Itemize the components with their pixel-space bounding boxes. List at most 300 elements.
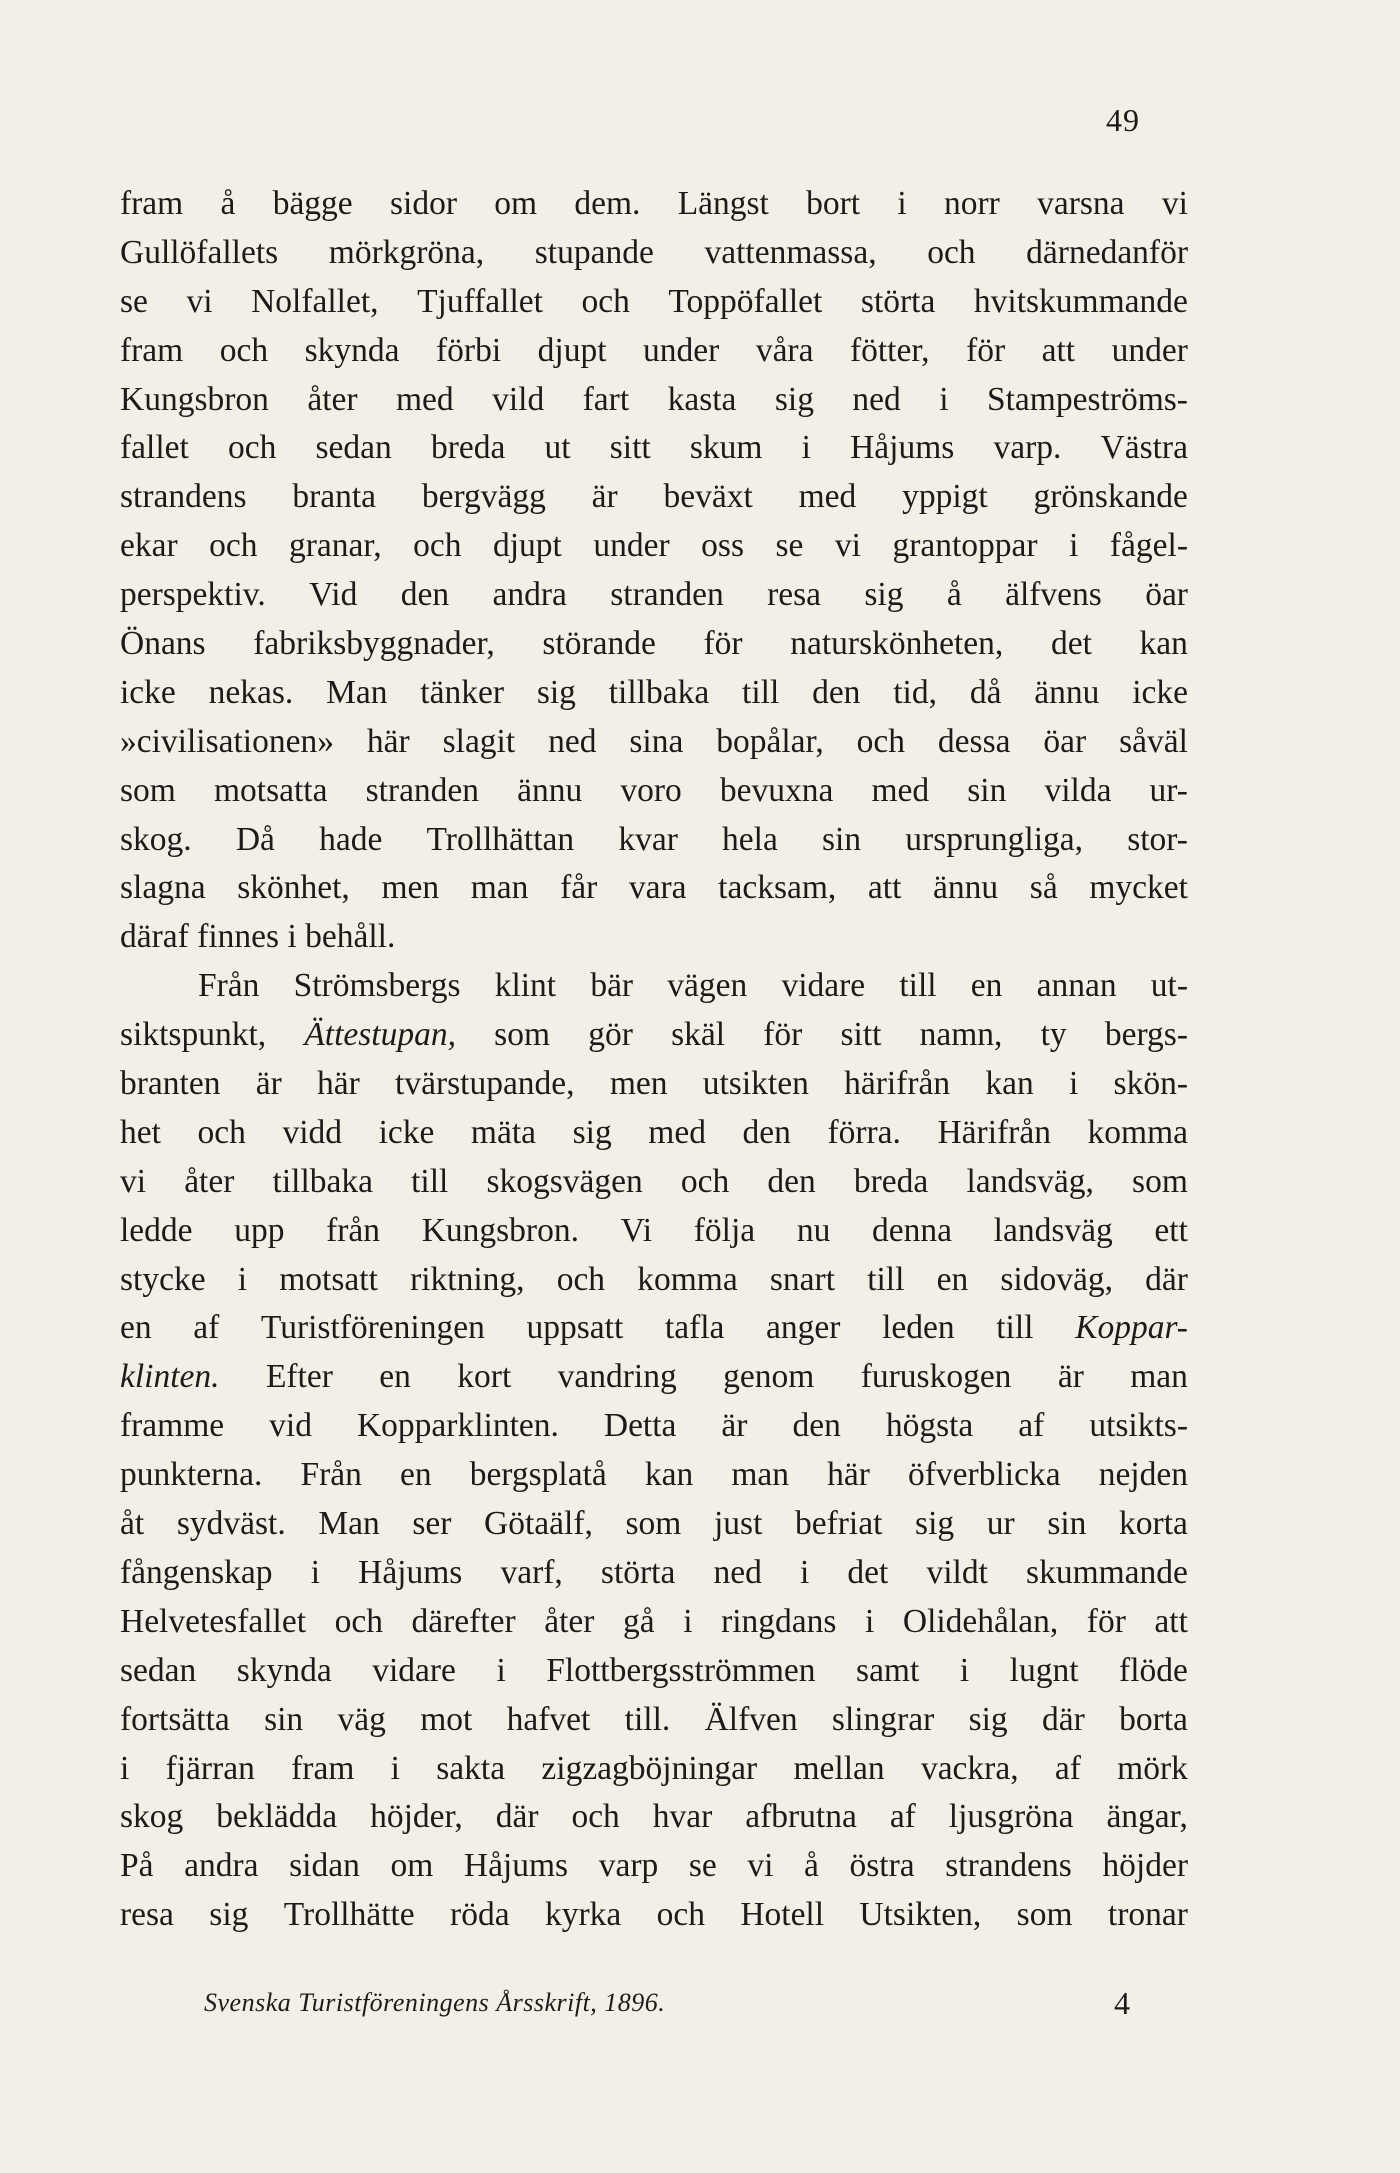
word: nejden: [1098, 1456, 1188, 1494]
word: ännu: [517, 771, 583, 809]
word: tillbaka: [272, 1162, 373, 1200]
word: het: [120, 1113, 161, 1151]
word: beklädda: [216, 1798, 338, 1836]
word: vi: [747, 1847, 774, 1885]
word: i: [959, 1651, 970, 1689]
word: till: [742, 673, 780, 711]
word: bär: [590, 967, 634, 1005]
text-line: [120, 522, 1188, 571]
word: sin: [264, 1700, 304, 1738]
word: Götaälf,: [484, 1505, 593, 1543]
body-text: [120, 180, 1188, 1940]
word: slingrar: [831, 1700, 935, 1738]
word: strandens: [945, 1847, 1072, 1885]
word: Älfven: [704, 1700, 798, 1738]
word: och: [581, 282, 630, 320]
word: andra: [184, 1847, 259, 1885]
word: punkterna.: [120, 1456, 263, 1494]
word: vild: [492, 380, 545, 418]
word: stupande: [534, 233, 654, 271]
word: komma: [1087, 1113, 1188, 1151]
word: Längst: [677, 185, 769, 222]
word: där: [1145, 1260, 1188, 1298]
word: som: [494, 1016, 551, 1054]
word: åter: [544, 1602, 595, 1640]
word: i: [310, 1553, 320, 1591]
word: hafvet: [506, 1700, 591, 1738]
word: afbrutna: [745, 1798, 857, 1836]
word: till: [867, 1260, 905, 1298]
word: ur: [986, 1505, 1015, 1543]
word: och: [209, 527, 258, 565]
word: naturskönheten,: [790, 625, 1004, 663]
text-line: [120, 376, 1188, 425]
word: ur-: [1149, 771, 1188, 809]
word: sina: [629, 722, 684, 760]
word: och: [856, 722, 906, 760]
word: och: [334, 1602, 383, 1640]
word: ljusgröna: [948, 1798, 1074, 1836]
text-line: [120, 1598, 1188, 1647]
word: öar: [1145, 576, 1188, 614]
word: i: [237, 1260, 248, 1298]
word: varp: [598, 1847, 659, 1885]
word: en: [379, 1358, 411, 1396]
word: i: [799, 1553, 810, 1591]
text-line: [120, 1793, 1188, 1842]
word: furuskogen: [860, 1358, 1012, 1396]
word: mörk: [1117, 1749, 1188, 1787]
word: skogsvägen: [486, 1162, 643, 1200]
word: icke: [378, 1113, 435, 1151]
word: Vi: [620, 1211, 653, 1249]
word: därnedanför: [1026, 233, 1188, 271]
text-line: [120, 1207, 1188, 1256]
word: ännu: [933, 869, 999, 907]
word: Kungsbron.: [421, 1211, 579, 1249]
word: under: [1111, 331, 1188, 369]
word: skog.: [120, 820, 192, 858]
word: mellan: [793, 1749, 885, 1787]
word: nu: [796, 1211, 831, 1249]
word: väg: [337, 1700, 386, 1738]
word: norr: [944, 185, 1000, 222]
word: stranden: [365, 771, 480, 809]
word: vackra,: [920, 1749, 1019, 1787]
word: mörkgröna,: [328, 233, 485, 271]
word: vidare: [372, 1651, 456, 1689]
word: så: [1029, 869, 1058, 907]
word: fram: [120, 331, 184, 369]
text-line: [120, 180, 1188, 229]
word: sin: [967, 771, 1007, 809]
word: Kopparklinten.: [356, 1407, 559, 1445]
word: under: [643, 331, 720, 369]
word: här: [366, 722, 410, 760]
word: sig: [572, 1113, 612, 1151]
word: landsväg,: [966, 1162, 1094, 1200]
word: därefter: [411, 1602, 516, 1640]
word: ledde: [120, 1211, 193, 1249]
word: Man: [318, 1505, 380, 1543]
word: i: [1069, 527, 1079, 565]
word: östra: [849, 1847, 915, 1885]
word: sig: [968, 1700, 1008, 1738]
word: djupt: [537, 331, 607, 369]
word: i: [496, 1651, 506, 1689]
word: fötter,: [849, 331, 930, 369]
text-line: [120, 767, 1188, 816]
word: störta: [860, 282, 936, 320]
word: lugnt: [1009, 1651, 1079, 1689]
word: zigzagböjningar: [541, 1749, 758, 1787]
word: öfverblicka: [908, 1456, 1061, 1494]
word: ängar,: [1106, 1798, 1188, 1836]
word: och: [927, 233, 976, 271]
word: störta: [600, 1553, 676, 1591]
word: borta: [1119, 1700, 1188, 1738]
text-line: [120, 1304, 1188, 1353]
word: skynda: [236, 1651, 332, 1689]
word: denna: [871, 1211, 952, 1249]
signature-mark: 4: [1114, 1985, 1130, 2021]
word: snart: [769, 1260, 836, 1298]
word: kan: [644, 1456, 694, 1494]
text-line: [120, 1402, 1188, 1451]
word: ned: [548, 722, 597, 760]
word: ned: [713, 1553, 762, 1591]
word: se: [775, 527, 804, 565]
word: bopålar,: [716, 722, 824, 760]
word: men: [381, 869, 440, 907]
word: i: [897, 185, 907, 222]
word: bägge: [272, 185, 353, 222]
word: älfvens: [1005, 576, 1102, 614]
word: se: [688, 1847, 717, 1885]
word: och: [680, 1162, 730, 1200]
word: fram: [291, 1749, 355, 1787]
text-line: [120, 864, 1188, 913]
word: och: [227, 429, 277, 467]
word: riktning,: [410, 1260, 525, 1298]
word: här: [827, 1456, 870, 1494]
word: klinten.: [120, 1358, 220, 1396]
word: dessa: [937, 722, 1011, 760]
text-line: [120, 1891, 1188, 1940]
word: däraf: [120, 918, 198, 956]
word: sig: [536, 673, 576, 711]
word: som: [1132, 1162, 1188, 1200]
word: från: [326, 1211, 381, 1249]
word: sig: [774, 380, 814, 418]
word: Man: [326, 673, 388, 711]
word: en: [399, 1456, 432, 1494]
text-line: [120, 327, 1188, 376]
word: skum: [689, 429, 763, 467]
word: och: [556, 1260, 606, 1298]
word: Strömsbergs: [293, 967, 461, 1005]
word: Nolfallet,: [251, 282, 379, 320]
word: se: [120, 282, 148, 320]
word: under: [593, 527, 670, 565]
word: Tjuffallet: [417, 282, 543, 320]
word: störande: [542, 625, 656, 663]
text-line: [120, 816, 1188, 865]
text-line: [120, 1647, 1188, 1696]
word: gör: [588, 1016, 633, 1054]
word: grönskande: [1033, 478, 1188, 516]
word: Kungsbron: [120, 380, 269, 418]
word: voro: [620, 771, 682, 809]
word: i: [120, 1749, 130, 1787]
word: Håjums: [358, 1553, 463, 1591]
word: »civilisationen»: [120, 722, 334, 760]
word: beväxt: [663, 478, 753, 516]
text-line: [120, 1451, 1188, 1500]
word: i: [390, 1749, 400, 1787]
word: med: [395, 380, 454, 418]
word: tillbaka: [608, 673, 710, 711]
word: där: [1041, 1700, 1085, 1738]
word: höjder: [1102, 1847, 1188, 1885]
word: ut: [544, 429, 571, 467]
word: med: [648, 1113, 706, 1151]
word: om: [390, 1847, 434, 1885]
word: sin: [822, 820, 862, 858]
word: till: [996, 1309, 1034, 1347]
word: kort: [457, 1358, 512, 1396]
word: resa: [120, 1896, 174, 1934]
word: sidan: [289, 1847, 360, 1885]
word: oss: [701, 527, 744, 565]
word: skummande: [1026, 1553, 1188, 1591]
word: är: [1057, 1358, 1084, 1396]
word: är: [591, 478, 618, 516]
word: kan: [1139, 625, 1188, 663]
text-line: [120, 1256, 1188, 1305]
word: det: [1050, 625, 1092, 663]
word: vi: [1161, 185, 1188, 222]
word: befriat: [795, 1505, 883, 1543]
word: hvitskummande: [973, 282, 1188, 320]
word: Håjums: [850, 429, 955, 467]
word: bort: [806, 185, 861, 222]
word: i: [683, 1602, 693, 1640]
word: resa: [767, 576, 822, 614]
word: Västra: [1100, 429, 1188, 467]
word: en: [936, 1260, 969, 1298]
word: sig: [915, 1505, 955, 1543]
word: i: [939, 380, 949, 418]
word: ett: [1154, 1211, 1188, 1249]
word: Hotell: [740, 1896, 825, 1934]
text-line: [120, 1353, 1188, 1402]
word: en: [120, 1309, 152, 1347]
text-line: [120, 278, 1188, 327]
word: kasta: [667, 380, 737, 418]
word: tronar: [1107, 1896, 1188, 1934]
word: som: [120, 771, 176, 809]
word: hela: [722, 820, 778, 858]
word: siktspunkt,: [120, 1016, 267, 1054]
word: landsväg: [993, 1211, 1113, 1249]
word: fågel-: [1109, 527, 1188, 565]
text-line: [120, 1060, 1188, 1109]
word: vi: [834, 527, 861, 565]
word: stranden: [610, 576, 724, 614]
word: vid: [269, 1407, 312, 1445]
word: På: [120, 1847, 154, 1885]
word: kyrka: [544, 1896, 622, 1934]
word: och: [413, 527, 462, 565]
word: vidare: [781, 967, 866, 1005]
word: branta: [292, 478, 377, 516]
text-line: [120, 1500, 1188, 1549]
word: ursprungliga,: [905, 820, 1084, 858]
word: för: [966, 331, 1006, 369]
word: varsna: [1037, 185, 1125, 222]
word: djupt: [493, 527, 562, 565]
word: i: [801, 429, 811, 467]
word: Toppöfallet: [668, 282, 823, 320]
word: sedan: [315, 429, 392, 467]
word: uppsatt: [526, 1309, 624, 1347]
word: korta: [1119, 1505, 1188, 1543]
text-line: [120, 718, 1188, 767]
word: vägen: [667, 967, 748, 1005]
word: Önans: [120, 625, 206, 663]
word: och: [571, 1798, 620, 1836]
word: behåll.: [305, 918, 396, 956]
word: vattenmassa,: [704, 233, 877, 271]
word: högsta: [885, 1407, 974, 1445]
word: samt: [856, 1651, 920, 1689]
word: varp.: [993, 429, 1062, 467]
word: Trollhättan: [426, 820, 575, 858]
word: leden: [882, 1309, 955, 1347]
word: vi: [186, 282, 213, 320]
word: motsatt: [279, 1260, 378, 1298]
word: fjärran: [165, 1749, 255, 1787]
word: nekas.: [208, 673, 294, 711]
word: tänker: [420, 673, 504, 711]
word: vara: [628, 869, 687, 907]
word: Från: [198, 967, 260, 1005]
word: Stampeströms-: [986, 380, 1188, 418]
text-line: [120, 1158, 1188, 1207]
word: breda: [853, 1162, 929, 1200]
word: sidoväg,: [1000, 1260, 1113, 1298]
text-line: [120, 913, 1188, 962]
word: man: [1130, 1358, 1188, 1396]
text-line: [120, 424, 1188, 473]
word: där: [495, 1798, 539, 1836]
word: som: [1016, 1896, 1073, 1934]
word: med: [798, 478, 857, 516]
word: får: [560, 869, 598, 907]
word: af: [1054, 1749, 1081, 1787]
word: våra: [755, 331, 814, 369]
word: af: [889, 1798, 916, 1836]
text-line: [120, 1549, 1188, 1598]
word: vi: [120, 1162, 147, 1200]
word: är: [255, 1065, 282, 1103]
word: andra: [492, 576, 567, 614]
word: fångenskap: [120, 1553, 273, 1591]
word: följa: [693, 1211, 756, 1249]
word: perspektiv.: [120, 576, 266, 614]
word: gå: [623, 1602, 655, 1640]
word: ut-: [1150, 967, 1188, 1005]
word: branten: [120, 1065, 221, 1103]
word: Helvetesfallet: [120, 1602, 307, 1640]
word: ringdans: [721, 1602, 837, 1640]
word: mäta: [470, 1113, 537, 1151]
word: den: [767, 1162, 816, 1200]
word: att: [867, 869, 902, 907]
word: yppigt: [902, 478, 988, 516]
word: bergsplatå: [469, 1456, 607, 1494]
word: och: [197, 1113, 246, 1151]
word: men: [609, 1065, 668, 1103]
word: Detta: [603, 1407, 677, 1445]
word: för: [703, 625, 743, 663]
word: en: [970, 967, 1003, 1005]
word: öar: [1043, 722, 1087, 760]
word: ännu: [1034, 673, 1100, 711]
word: Håjums: [463, 1847, 569, 1885]
word: anger: [766, 1309, 841, 1347]
word: grantoppar: [892, 527, 1038, 565]
text-line: [120, 1842, 1188, 1891]
word: till.: [624, 1700, 671, 1738]
text-line: [120, 669, 1188, 718]
word: skog: [120, 1798, 184, 1836]
word: den: [400, 576, 450, 614]
word: bergs-: [1104, 1016, 1188, 1054]
word: i: [287, 918, 306, 956]
word: å: [946, 576, 962, 614]
word: åt: [120, 1505, 145, 1543]
word: härifrån: [844, 1065, 951, 1103]
word: Trollhätte: [283, 1896, 415, 1934]
word: om: [494, 185, 538, 222]
word: skäl: [671, 1016, 726, 1054]
text-line: [120, 1696, 1188, 1745]
word: af: [193, 1309, 220, 1347]
word: Då: [235, 820, 275, 858]
word: utsikten: [702, 1065, 809, 1103]
word: ekar: [120, 527, 178, 565]
word: sig: [864, 576, 904, 614]
word: breda: [430, 429, 506, 467]
word: slagna: [120, 869, 206, 907]
word: namn,: [919, 1016, 1003, 1054]
word: fart: [582, 380, 630, 418]
text-line: [120, 571, 1188, 620]
text-line: [120, 473, 1188, 522]
word: sidor: [389, 185, 457, 222]
text-line: [120, 962, 1188, 1011]
word: Flottbergsströmmen: [546, 1651, 816, 1689]
word: skönhet,: [237, 869, 350, 907]
word: skön-: [1113, 1065, 1188, 1103]
word: fabriksbyggnader,: [253, 625, 495, 663]
word: annan: [1036, 967, 1117, 1005]
text-line: [120, 620, 1188, 669]
word: strandens: [120, 478, 247, 516]
word: utsikts-: [1089, 1407, 1188, 1445]
